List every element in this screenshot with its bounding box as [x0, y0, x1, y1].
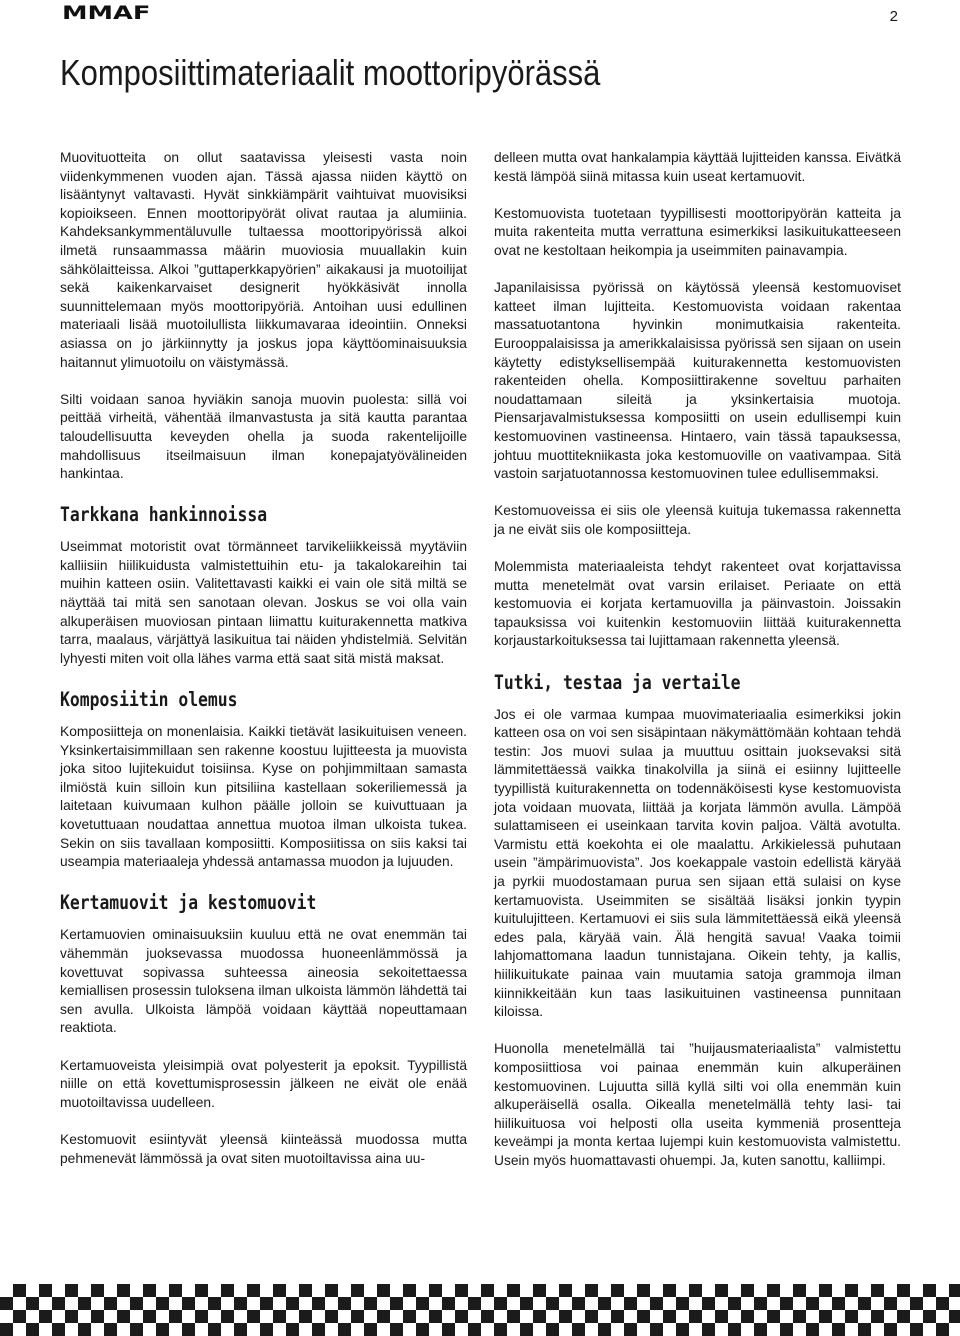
paragraph: Kestomuovit esiintyvät yleensä kiinteässä muodossa mutta pehmenevät lämmössä ja ovat siten muotoiltavissa aina uu- — [60, 1131, 467, 1166]
paragraph: delleen mutta ovat hankalampia käyttää lujitteiden kanssa. Eivätkä kestä lämpöä siinä mitassa kuin useat kertamuovit. — [494, 150, 901, 184]
checkered-footer-band — [0, 1284, 960, 1336]
left-column — [60, 149, 467, 1187]
section-heading: Komposiitin olemus — [60, 688, 238, 712]
section-heading: Kertamuovit ja kestomuovit — [60, 891, 317, 915]
paragraph: Muovituotteita on ollut saatavissa yleisesti vasta noin viidenkymmenen vuoden ajan. Tässä ajassa niiden käyttö on lisääntynyt valtavasti. Hyvät sinkkiämpärit vaihtuivat muovisiksi kopioikseen. Ennen moottoripyörät olivat rautaa ja alumiinia. Kahdeksankymmentäluvulle tultaessa moottoripyörissä alkoi ilmetä runsaammassa määrin muoviosia muuallakin kuin sähkölaitteissa. Alkoi ”guttaperkkapyörien” aikakausi ja muotoilijat sekä kaikenkarvaiset designerit hyökkäsivät innolla suunnittelemaan myös moottoripyöriä. Antoihan uusi edullinen materiaali lisää muotoilullista liikkumavaraa ideointiin. Onneksi asiassa on jo järkiinnytty ja joskus jopa käyttöominaisuuksia haitannut ylimuotoilu on väistymässä. — [60, 150, 467, 370]
paragraph: Jos ei ole varmaa kumpaa muovimateriaalia esimerkiksi jokin katteen osa on voi sen sisäpintaan näkymättömään kohtaan tehdä testin: Jos muovi sulaa ja muuttuu osittain juoksevaksi sitä lämmitettäessä vaikka tinakolvilla ja siinä ei esiinny lujitteelle tyypillistä kuiturakennetta on todennäköisesti kyse kestomuovista jota voidaan muovata, liittää ja korjata lämmön avulla. Lämpöä sulattamiseen ei useinkaan tarvita kovin paljoa. Vältä avotulta. Varmistu että koekohta ei ole maalattu. Arkikielessä puhutaan usein ”ämpärimuovista”. Jos koekappale vastoin edellistä käryää ja pyrkii muodostamaan purua sen sijaan että sulaisi on kyse kertamuovista. Useimmiten se sisältää lisäksi jonkin tyypin kuitulujitteen. Kertamuovi ei siis sula lämmitettäessä eikä yleensä edes pala, käryää vain. Älä hengitä savua! Vaaka toimii lahjomattomana laadun tunnistajana. Oikein tehty, ja kallis, hiilikuitukate painaa vain muutamia satoja grammoja ilman kiinnikkeitään kun taas lasikuituinen vastineensa punnitaan kiloissa. — [494, 706, 901, 1020]
paragraph: Japanilaisissa pyörissä on käytössä yleensä kestomuoviset katteet ilman lujitteita. Kestomuovista voidaan rakentaa massatuotantona hyvinkin monimutkaisia rakenteita. Eurooppalaisissa ja amerikkalaisissa pyörissä sen sijaan on usein käytetty edistyksellisempää kuiturakennetta kestomuovisten rakenteiden ohella. Komposiittirakenne soveltuu parhaiten noudattamaan sileitä ja yksinkertaisia muotoja. Piensarjavalmistuksessa komposiitti on usein edullisempi kuin kestomuovinen vastineensa. Hintaero, vain tässä tapauksessa, johtuu muottitekniikasta joka kestomuoville on vaativampaa. Sitä vastoin sarjatuotannossa kestomuovinen tulee edullisemmaksi. — [494, 280, 901, 482]
paragraph: Komposiitteja on monenlaisia. Kaikki tietävät lasikuituisen veneen. Yksinkertaisimmillaan sen rakenne koostuu lujitteesta ja muovista joka sitoo lujitekuidut toisiinsa. Kyse on pohjimmiltaan samasta ilmiöstä kuin silloin kun pitsiliina kastellaan sokeriliemessä ja laitetaan kuivumaan kulhon päälle jolloin se kuivuttuaan ja kovetuttuaan noudattaa annettua muotoa ilman ulkoista tukea. Sekin on siis tavallaan komposiitti. Komposiitissa on siis kaksi tai useampia materiaaleja yhdessä antamassa muodon ja lujuuden. — [60, 724, 467, 870]
right-column — [494, 149, 901, 1189]
brand-logo: MMAF — [62, 2, 151, 24]
paragraph: Useimmat motoristit ovat törmänneet tarvikeliikkeissä myytäviin kalliisiin hiilikuidusta valmistettuihin etu- ja takalokareihin tai muihin katteen osiin. Valitettavasti kaikki ei vain ole sitä miltä se näyttää tai mitä sen sanotaan olevan. Joskus se voi olla vain alkuperäisen muoviosan pintaan liimattu kuiturakennetta matkiva tarra, maalaus, värjättyä lasikuitua tai näiden yhdistelmiä. Selvitän lyhyesti miten voit olla lähes varma että saat sitä mistä maksat. — [60, 539, 467, 666]
page-title: Komposiittimateriaalit moottoripyörässä — [60, 52, 601, 93]
paragraph: Huonolla menetelmällä tai ”huijausmateriaalista” valmistettu komposiittiosa voi painaa enemmän kuin alkuperäinen kestomuovinen. Lujuutta sillä kyllä silti voi olla enemmän kuin alkuperäisellä osalla. Oikealla menetelmällä tehty lasi- tai hiilikuituosa voi helposti olla useita kymmeniä prosentteja keveämpi ja monta kertaa lujempi kuin kestomuovista valmistettu. Usein myös huomattavasti ohuempi. Ja, kuten sanottu, kalliimpi. — [494, 1041, 901, 1168]
section-heading: Tarkkana hankinnoissa — [60, 503, 268, 527]
section-heading: Tutki, testaa ja vertaile — [494, 670, 741, 694]
paragraph: Silti voidaan sanoa hyviäkin sanoja muovin puolesta: sillä voi peittää virheitä, vähentää ilmanvastusta ja sitä kautta parantaa taloudellisuutta keveyden ohella ja suoda rakentelijoille mahdollisuus itseilmaisuun ilman konepajatyövälineiden hankintaa. — [60, 391, 467, 482]
page-number: 2 — [889, 8, 898, 25]
paragraph: Molemmista materiaaleista tehdyt rakenteet ovat korjattavissa mutta menetelmät ovat varsin erilaiset. Periaate on että kestomuovia ei korjata kertamuovilla ja päinvastoin. Joissakin tapauksissa voi kuitenkin kestomuoviin liittää kuiturakennetta korjaustarkoituksessa tai lujittamaan rakennetta yleensä. — [494, 559, 901, 649]
paragraph: Kestomuovista tuotetaan tyypillisesti moottoripyörän katteita ja muita rakenteita mutta verrattuna esimerkiksi lasikuitukatteeseen ovat ne kestoltaan heikompia ja useimmiten painavampia. — [494, 205, 901, 258]
paragraph: Kestomuoveissa ei siis ole yleensä kuituja tukemassa rakennetta ja ne eivät siis ole komposiitteja. — [494, 503, 901, 537]
paragraph: Kertamuoveista yleisimpiä ovat polyesterit ja epoksit. Tyypillistä niille on että kovettumisprosessin jälkeen ne eivät ole enää muotoiltavissa uudelleen. — [60, 1057, 467, 1110]
paragraph: Kertamuovien ominaisuuksiin kuuluu että ne ovat enemmän tai vähemmän juoksevassa muodossa huoneenlämmössä ja kovettuvat sopivassa suhteessa aineosia sekoitettaessa kemiallisen prosessin tuloksena ilman ulkoista lämmön lähdettä tai sen avulla. Ulkoista lämpöä voidaan käyttää nopeuttamaan reaktiota. — [60, 927, 467, 1036]
